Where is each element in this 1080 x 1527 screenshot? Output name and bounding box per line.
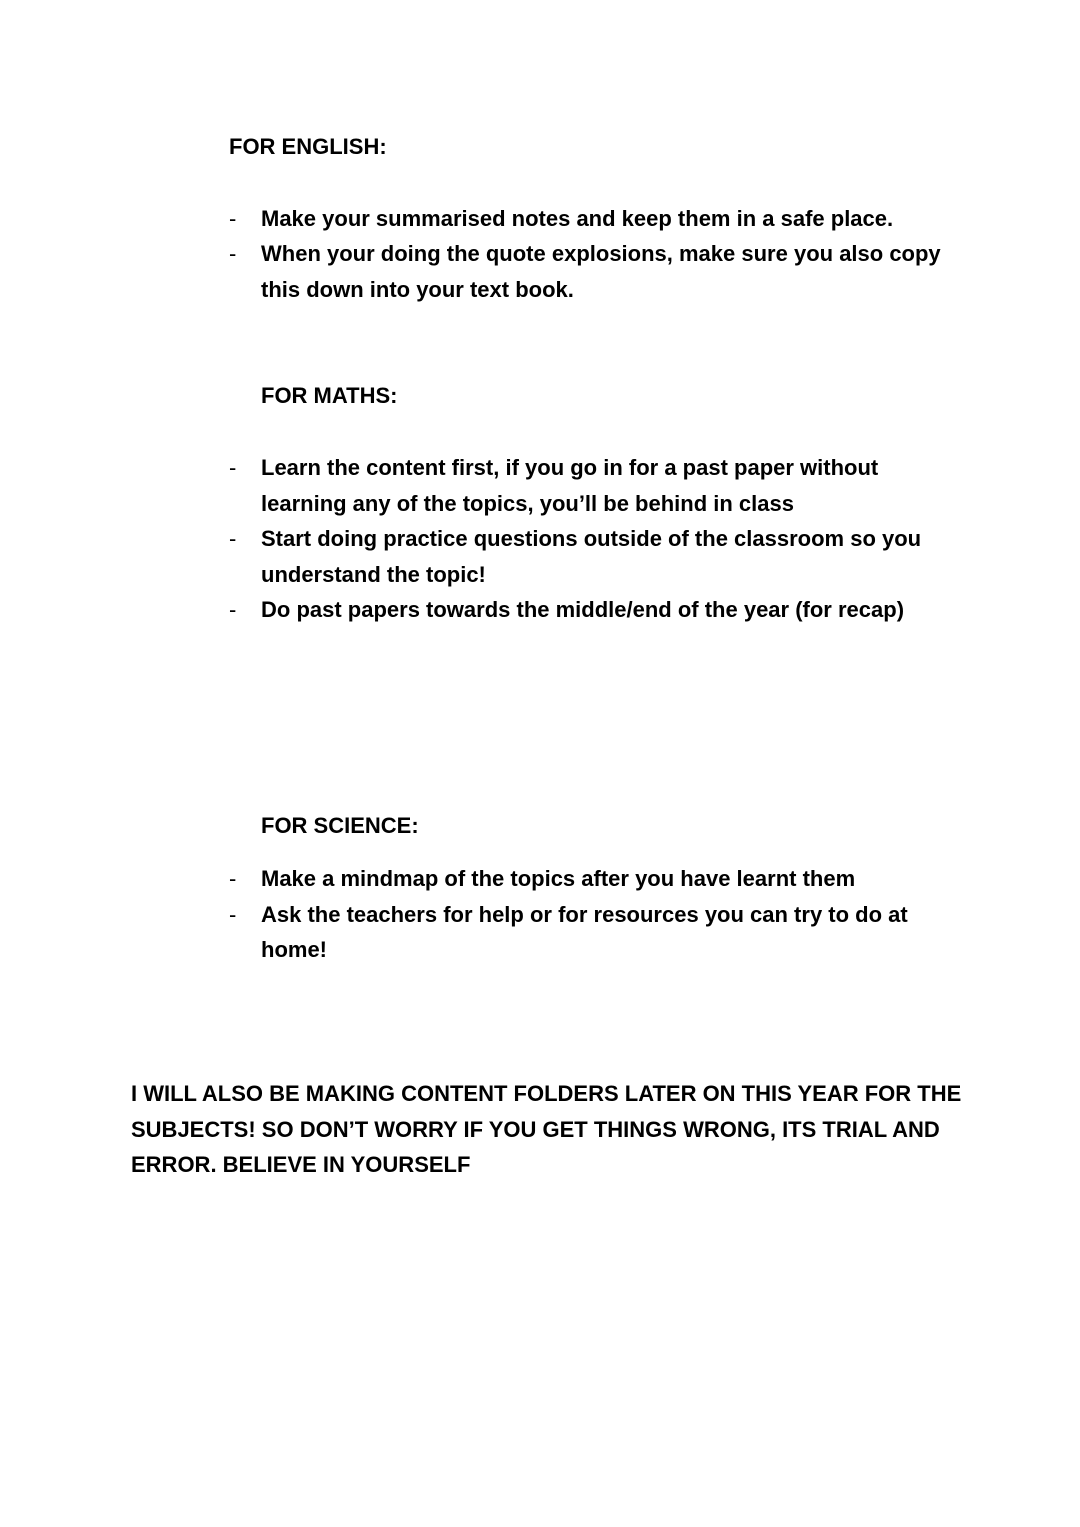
list-item: When your doing the quote explosions, make sure you also copy: [261, 241, 941, 266]
list-item: this down into your text book.: [261, 277, 574, 302]
bullet: -: [229, 526, 237, 551]
bullet: -: [229, 206, 237, 231]
bullet: -: [229, 241, 237, 266]
list-item: learning any of the topics, you’ll be behind in class: [261, 491, 794, 516]
bullet: -: [229, 597, 237, 622]
list-item: understand the topic!: [261, 562, 486, 587]
maths-heading: FOR MATHS:: [261, 383, 398, 408]
closing-line: I WILL ALSO BE MAKING CONTENT FOLDERS LATER ON THIS YEAR FOR THE: [131, 1081, 962, 1106]
list-item: Learn the content first, if you go in for a past paper without: [261, 455, 879, 480]
list-item: Do past papers towards the middle/end of the year (for recap): [261, 597, 905, 622]
closing-line: SUBJECTS! SO DON’T WORRY IF YOU GET THINGS WRONG, ITS TRIAL AND: [131, 1117, 940, 1142]
list-item: Ask the teachers for help or for resources you can try to do at: [261, 902, 908, 927]
list-item: Make your summarised notes and keep them in a safe place.: [261, 206, 894, 231]
science-heading: FOR SCIENCE:: [261, 813, 419, 838]
list-item: Make a mindmap of the topics after you have learnt them: [261, 866, 856, 891]
english-heading: FOR ENGLISH:: [229, 134, 387, 159]
list-item: home!: [261, 937, 327, 962]
list-item: Start doing practice questions outside of the classroom so you: [261, 526, 922, 551]
bullet: -: [229, 902, 237, 927]
bullet: -: [229, 455, 237, 480]
closing-line: ERROR. BELIEVE IN YOURSELF: [131, 1152, 471, 1177]
bullet: -: [229, 866, 237, 891]
